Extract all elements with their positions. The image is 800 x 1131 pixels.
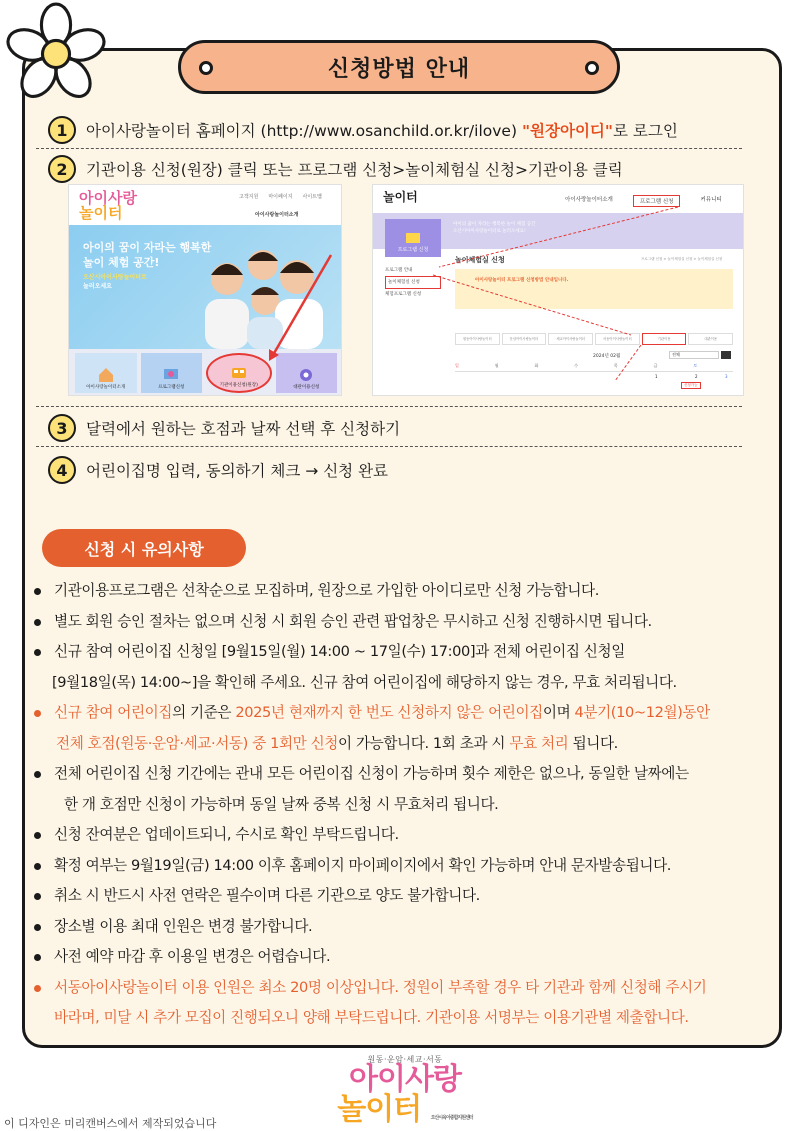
shot1-hero-line2: 놀이 체험 공간!: [83, 256, 160, 269]
shot2-select[interactable]: 전체: [669, 351, 719, 359]
tab-seodong[interactable]: 서동아이사랑놀이터: [595, 333, 640, 345]
list-item: [32, 698, 774, 729]
list-item: 기관이용프로그램은 선착순으로 모집하며, 원장으로 가입한 아이디로만 신청 가능합니다.: [32, 576, 774, 607]
homepage-screenshot: [68, 184, 342, 396]
weekday-sun: 일: [455, 363, 459, 368]
step-4-text: 어린이집명 입력, 동의하기 체크 → 신청 완료: [86, 462, 389, 480]
weekday-mon: 월: [494, 363, 499, 368]
step-number-1: 1: [48, 116, 76, 144]
list-item: 신규 참여 어린이집 신청일 [9월15일(월) 14:00 ~ 17일(수) 17:00]과 전체 어린이집 신청일: [32, 637, 774, 668]
shot1-nav-support[interactable]: 고객지원: [239, 194, 259, 200]
shot2-nav-intro[interactable]: 아이사랑놀이터소개: [565, 197, 613, 203]
shot1-hero-line4: 놀러오세요: [83, 283, 112, 290]
title-banner: [178, 40, 620, 94]
shot1-hero-line3: 오산시아이사랑놀이터로: [83, 274, 147, 281]
tab-institution[interactable]: 기관이용: [642, 333, 687, 345]
footer-org: 오산시육아종합지원센터: [430, 1115, 473, 1121]
pin-right-icon: [585, 61, 599, 75]
note5-c: 2025년 현재까지 한 번도 신청하지 않은 어린이집: [235, 704, 543, 721]
divider: [36, 406, 742, 407]
list-item: 별도 회원 승인 절차는 없으며 신청 시 회원 승인 관련 팝업창은 무시하고 신청 진행하시면 됩니다.: [32, 607, 774, 638]
shot2-notice-text: 아이사랑놀이터 프로그램 신청방법 안내입니다.: [475, 278, 569, 283]
shot1-logo-line1: 아이사랑: [79, 189, 137, 207]
shot2-side-title: 프로그램 신청: [397, 247, 429, 253]
list-item: 신청 잔여분은 업데이트되니, 수시로 확인 부탁드립니다.: [32, 820, 774, 851]
shot1-nav-mypage[interactable]: 마이페이지: [268, 194, 293, 200]
weekday-tue: 화: [534, 363, 539, 368]
tab-segyo[interactable]: 세교아이사랑놀이터: [548, 333, 593, 345]
design-credit: 이 디자인은 미리캔버스에서 제작되었습니다: [4, 1117, 217, 1130]
apply-available-badge[interactable]: 신청가능: [681, 382, 701, 389]
shot2-breadcrumb: 프로그램 신청 > 놀이체험실 신청 > 놀이체험실 신청: [641, 257, 723, 261]
list-item: 전체 어린이집 신청 기간에는 관내 모든 어린이집 신청이 가능하며 횟수 제한은 없으나, 동일한 날짜에는: [32, 759, 774, 790]
program-page-screenshot: [372, 184, 744, 396]
tile-rental-label: 대관이용신청: [293, 385, 320, 390]
list-item: 장소별 이용 최대 인원은 변경 불가합니다.: [32, 912, 774, 943]
note5-b: 의 기준은: [172, 704, 236, 721]
step-2-text: 기관이용 신청(원장) 클릭 또는 프로그램 신청>놀이체험실 신청>기관이용 클릭: [86, 161, 623, 179]
footer-logo-text2: 놀이터: [337, 1092, 422, 1127]
footer-logo: [330, 1054, 480, 1131]
step-1: [48, 116, 678, 144]
tab-rental[interactable]: 대관이용: [688, 333, 733, 345]
tab-unam[interactable]: 운암아이사랑놀이터: [502, 333, 547, 345]
weekday-sat: 토: [693, 363, 698, 368]
shot1-nav-sitemap[interactable]: 사이트맵: [302, 194, 322, 200]
step-1-highlight: "원장아이디": [521, 122, 613, 140]
side-item-playroom[interactable]: 놀이체험실 신청: [385, 276, 441, 289]
list-item-continued: 한 개 호점만 신청이 가능하며 동일 날짜 중복 신청 시 무효처리 됩니다.: [64, 795, 499, 813]
step-1-text-post: 로 로그인: [612, 122, 678, 140]
pin-left-icon: [199, 61, 213, 75]
date-3[interactable]: 3: [725, 374, 728, 379]
tile-institution-label: 기관이용신청(원장): [219, 383, 258, 388]
side-item-guide[interactable]: 프로그램 안내: [385, 268, 413, 273]
step-2: [48, 155, 623, 183]
arrow-icon: [69, 185, 342, 396]
step-number-3: 3: [48, 414, 76, 442]
weekday-thu: 목: [613, 363, 618, 368]
weekday-fri: 금: [653, 363, 658, 368]
divider: [36, 446, 742, 447]
list-item: 확정 여부는 9월19일(금) 14:00 이후 홈페이지 마이페이지에서 확인 가능하며 안내 문자발송됩니다.: [32, 851, 774, 882]
note5-a: 신규 참여 어린이집: [54, 704, 173, 721]
side-item-experience[interactable]: 체험프로그램 신청: [385, 292, 422, 297]
tile-program-label: 프로그램신청: [158, 385, 185, 390]
list-item-continued: [9월18일(목) 14:00~]을 확인해 주세요. 신규 참여 어린이집에 해당하지 않는 경우, 무효 처리됩니다.: [52, 673, 677, 691]
footer-logo-line1: [330, 1062, 480, 1097]
footer-logo-line2: [330, 1092, 480, 1131]
shot2-month: 2024년 02월: [593, 354, 621, 359]
date-1[interactable]: 1: [655, 374, 658, 379]
page-title: 신청방법 안내: [327, 56, 471, 82]
dotted-arrows-icon: [373, 185, 744, 396]
note5-d: 이며: [542, 704, 575, 721]
list-item: 취소 시 반드시 사전 연락은 필수이며 다른 기관으로 양도 불가합니다.: [32, 881, 774, 912]
divider: [36, 148, 742, 149]
step-3: [48, 414, 400, 442]
note5-g: 이 가능합니다. 1회 초과 시: [338, 734, 510, 752]
shot2-nav-program[interactable]: 프로그램 신청: [633, 195, 681, 207]
shot2-logo: 놀이터: [383, 190, 418, 204]
note5-f: 전체 호점(원동·운암·세교·서동) 중 1회만 신청: [56, 734, 339, 752]
weekday-wed: 수: [574, 363, 579, 368]
list-item: 사전 예약 마감 후 이용일 변경은 어렵습니다.: [32, 942, 774, 973]
step-4: [48, 456, 388, 484]
note5-h: 무효 처리: [509, 734, 569, 752]
shot1-hero-line1: 아이의 꿈이 자라는 행복한: [83, 241, 212, 254]
note5-e: 4분기(10~12월)동안: [574, 704, 710, 721]
shot1-menu[interactable]: 아이사랑놀이터소개: [255, 212, 299, 218]
tab-wondong[interactable]: 원동아이사랑놀이터: [455, 333, 500, 345]
note5-i: 됩니다.: [568, 734, 618, 752]
step-3-text: 달력에서 원하는 호점과 날짜 선택 후 신청하기: [86, 420, 401, 438]
notes-title: 신청 시 유의사항: [42, 529, 246, 567]
notes-list: [32, 576, 774, 1034]
shot2-banner-line1: 아이의 꿈이 자라는 행복한 놀이 체험 공간: [453, 222, 536, 227]
shot2-page-title: 놀이체험실 신청: [455, 256, 505, 264]
footer-locations: 원동·운암·세교·서동: [367, 1055, 443, 1064]
shot1-logo-line2: 놀이터: [79, 204, 123, 222]
tile-intro-label: 아이사랑놀이터소개: [86, 385, 126, 390]
step-1-text: [86, 119, 678, 141]
list-item-continued: 바라며, 미달 시 추가 모집이 진행되오니 양해 부탁드립니다. 기관이용 서명부는 이용기관별 제출합니다.: [54, 1009, 689, 1026]
step-number-2: 2: [48, 155, 76, 183]
step-number-4: 4: [48, 456, 76, 484]
step-1-text-pre: 아이사랑놀이터 홈페이지 (http://www.osanchild.or.kr/ilove): [86, 122, 522, 140]
list-item: 서동아이사랑놀이터 이용 인원은 최소 20명 이상입니다. 정원이 부족할 경우 타 기관과 함께 신청해 주시기: [32, 973, 774, 1004]
date-2[interactable]: 2: [695, 374, 698, 379]
flower-icon: [4, 2, 108, 106]
footer-logo-text1: 아이사랑: [349, 1062, 461, 1097]
shot2-nav-community[interactable]: 커뮤니티: [700, 197, 722, 203]
shot2-banner-line2: 오산시아이사랑놀이터로 놀러오세요!: [453, 229, 526, 234]
list-item-continued: [32, 729, 774, 760]
